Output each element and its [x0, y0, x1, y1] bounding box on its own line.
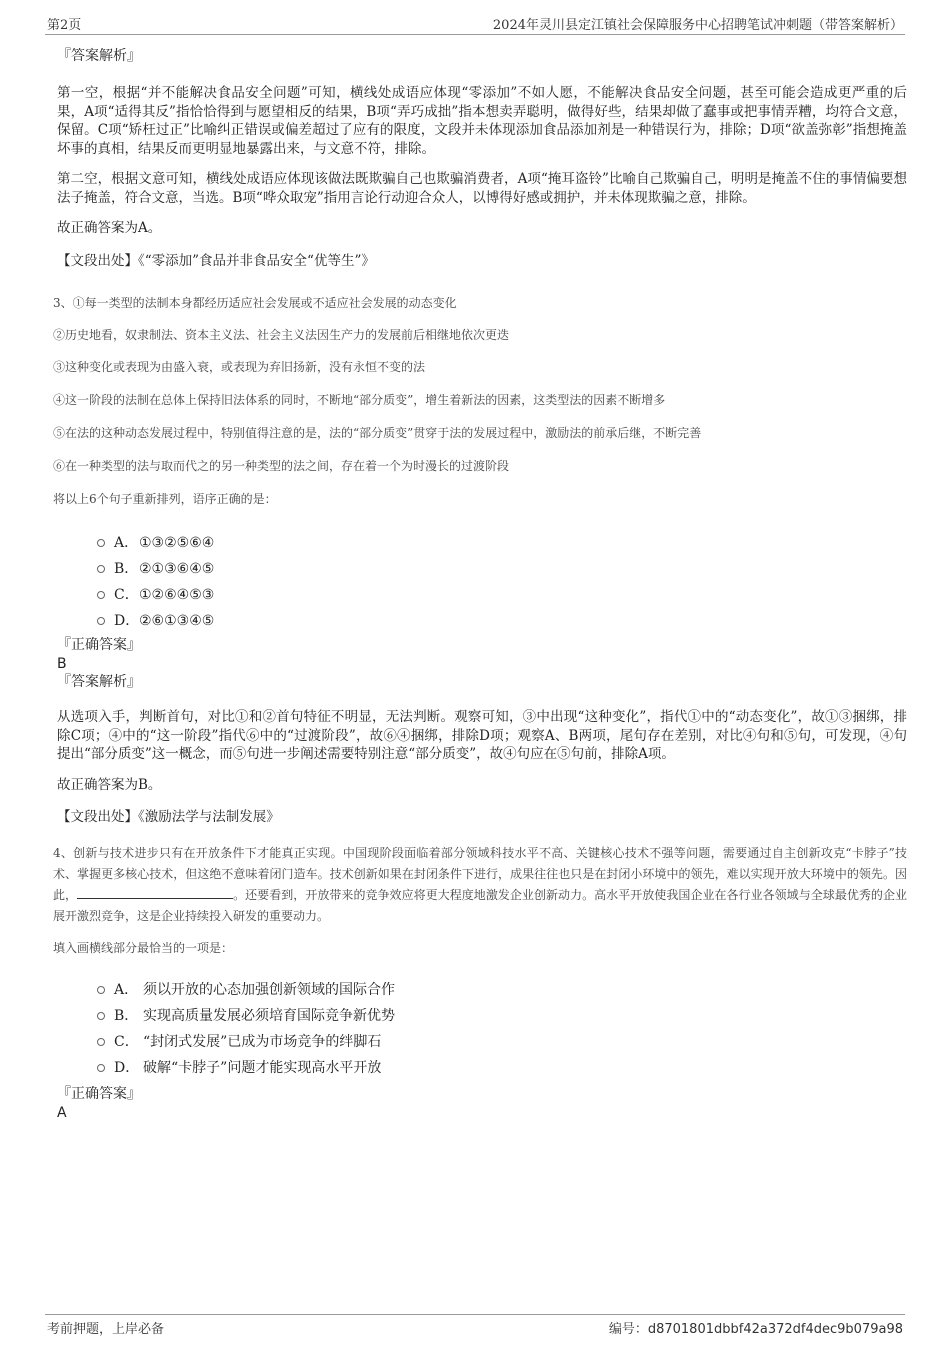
option-c[interactable] — [57, 1029, 907, 1055]
stem-text: 。还要看到，开放带来的竞争效应将更大程度地激发企业创新动力。高水平开放使我国企业在各行业各领域与全球最优秀的企业展开激烈竞争，这是企业持续投入研发的重要动力。 — [53, 887, 907, 923]
option-label: C． — [114, 1033, 139, 1050]
option-c[interactable] — [57, 582, 907, 608]
question-prompt: 将以上6个句子重新排列，语序正确的是： — [53, 492, 277, 506]
analysis-conclusion: 故正确答案为A。 — [57, 220, 162, 236]
option-label: A． — [114, 981, 139, 998]
question-3-stem — [53, 294, 907, 508]
stem-line: ⑥在一种类型的法与取而代之的另一种类型的法之间，存在着一个为时漫长的过渡阶段 — [53, 459, 510, 473]
option-label: D． — [114, 613, 140, 629]
answer-analysis-heading: 『答案解析』 — [57, 48, 141, 64]
option-a[interactable] — [57, 977, 907, 1003]
question-4-stem — [53, 843, 907, 927]
document-code — [609, 1318, 903, 1337]
page-header — [45, 14, 905, 35]
source-citation: 【文段出处】《激励法学与法制发展》 — [57, 809, 280, 825]
option-text: “封闭式发展”已成为市场竞争的绊脚石 — [143, 1033, 382, 1050]
stem-line: ③这种变化或表现为由盛入衰，或表现为弃旧扬新，没有永恒不变的法 — [53, 360, 426, 374]
document-title: 2024年灵川县定江镇社会保障服务中心招聘笔试冲刺题（带答案解析） — [492, 18, 903, 33]
question-4-options — [57, 977, 907, 1081]
radio-button[interactable] — [97, 565, 105, 573]
question-3-options — [57, 530, 907, 634]
option-label: C． — [114, 587, 139, 603]
stem-line: ⑤在法的这种动态发展过程中，特别值得注意的是，法的“部分质变”贯穿于法的发展过程中，激励法的前承后继，不断完善 — [53, 426, 702, 440]
option-b[interactable] — [57, 1003, 907, 1029]
question-prompt: 填入画横线部分最恰当的一项是： — [53, 940, 234, 955]
option-label: D． — [114, 1059, 140, 1076]
option-a[interactable] — [57, 530, 907, 556]
page-number: 第2页 — [47, 18, 82, 33]
option-b[interactable] — [57, 556, 907, 582]
option-label: B． — [114, 1007, 139, 1024]
option-text: 实现高质量发展必须培育国际竞争新优势 — [143, 1007, 395, 1024]
source-citation: 【文段出处】《“零添加”食品并非食品安全“优等生”》 — [57, 252, 375, 269]
footer-slogan: 考前押题，上岸必备 — [47, 1322, 165, 1337]
page-footer — [45, 1314, 905, 1337]
option-text: ①③②⑤⑥④ — [139, 535, 215, 551]
option-text: ②⑥①③④⑤ — [139, 613, 215, 629]
fill-blank-line — [77, 886, 233, 899]
code-label: 编号： — [608, 1322, 648, 1337]
analysis-paragraph: 第二空，根据文意可知，横线处成语应体现该做法既欺骗自己也欺骗消费者，A项“掩耳盗铃”比喻自己欺骗自己，明明是掩盖不住的事情偏要想法子掩盖，符合文意，当选。B项“哗众取宠”指用言论行动迎合众人，以博得好感或拥护，并未体现欺骗之意，排除。 — [57, 171, 907, 206]
radio-button[interactable] — [97, 1012, 105, 1020]
page-content — [53, 44, 907, 1122]
code-value: d8701801dbbf42a372df4dec9b079a98 — [647, 1322, 903, 1337]
analysis-paragraph: 从选项入手，判断首句，对比①和②首句特征不明显，无法判断。观察可知，③中出现“这种变化”，指代①中的“动态变化”，故①③捆绑，排除C项；④中的“这一阶段”指代⑥中的“过渡阶段”，故⑥④捆绑，排除D项；观察A、B两项，尾句存在差别，对比④句和⑤句，可发现，④句提出“部分质变”这一概念，而⑤句进一步阐述需要特别注意“部分质变”，故④句应在⑤句前，排除A项。 — [57, 709, 907, 762]
radio-button[interactable] — [97, 1038, 105, 1046]
option-text: 须以开放的心态加强创新领域的国际合作 — [143, 981, 395, 998]
radio-button[interactable] — [97, 1064, 105, 1072]
radio-button[interactable] — [97, 617, 105, 625]
radio-button[interactable] — [97, 539, 105, 547]
stem-line: ④这一阶段的法制在总体上保持旧法体系的同时，不断地“部分质变”，增生着新法的因素，这类型法的因素不断增多 — [53, 393, 666, 407]
stem-text: 4、创新与技术进步只有在开放条件下才能真正实现。中国现阶段面临着部分领域科技水平不高、关键核心技术不强等问题，需要通过自主创新攻克“卡脖子”技术、掌握更多核心技术，但这绝不意味着闭门造车。技术创新如果在封闭条件下进行，成果往往也只是在封闭小环境中的领先，难以实现开放大环境中的领先。因此， — [53, 845, 907, 902]
radio-button[interactable] — [97, 591, 105, 599]
stem-line: ②历史地看，奴隶制法、资本主义法、社会主义法因生产力的发展前后相继地依次更迭 — [53, 328, 510, 342]
option-text: ②①③⑥④⑤ — [139, 561, 215, 577]
analysis-paragraph: 第一空，根据“并不能解决食品安全问题”可知，横线处成语应体现“零添加”不如人愿，不能解决食品安全问题，甚至可能会造成更严重的后果，A项“适得其反”指恰恰得到与愿望相反的结果，B项“弄巧成拙”指本想卖弄聪明，做得好些，结果却做了蠢事或把事情弄糟，均符合文意，保留。C项“矫枉过正”比喻纠正错误或偏差超过了应有的限度，文段并未体现添加食品添加剂是一种错误行为，排除；D项“欲盖弥彰”指想掩盖坏事的真相，结果反而更明显地暴露出来，与文意不符，排除。 — [57, 85, 907, 157]
option-text: ①②⑥④⑤③ — [139, 587, 215, 603]
stem-line: 3、①每一类型的法制本身都经历适应社会发展或不适应社会发展的动态变化 — [53, 296, 457, 310]
analysis-conclusion: 故正确答案为B。 — [57, 776, 162, 793]
correct-answer: A — [57, 1104, 67, 1121]
correct-answer: B — [57, 656, 67, 672]
correct-answer-heading: 『正确答案』 — [57, 1085, 141, 1102]
option-d[interactable] — [57, 1055, 907, 1081]
radio-button[interactable] — [97, 986, 105, 994]
option-d[interactable] — [57, 608, 907, 634]
answer-analysis-heading: 『答案解析』 — [57, 674, 141, 690]
correct-answer-heading: 『正确答案』 — [57, 637, 141, 653]
option-text: 破解“卡脖子”问题才能实现高水平开放 — [143, 1059, 382, 1076]
option-label: A． — [114, 535, 139, 551]
option-label: B． — [114, 561, 139, 577]
